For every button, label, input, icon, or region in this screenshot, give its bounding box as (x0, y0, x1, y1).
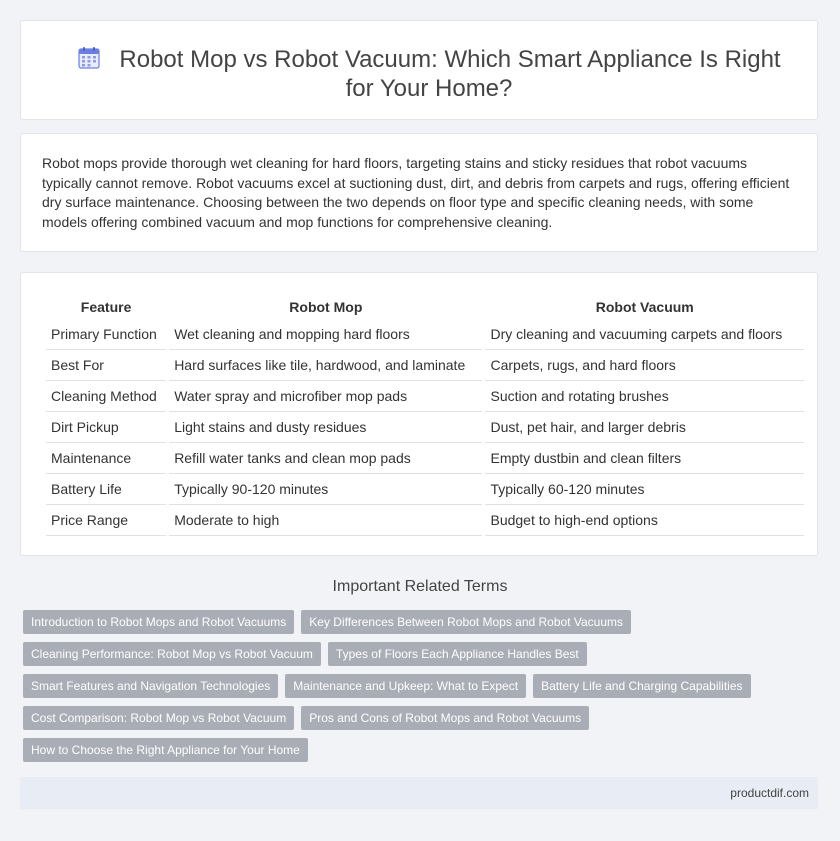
term-row (23, 642, 803, 666)
table-row (46, 412, 804, 443)
term-tag-battery-life[interactable]: Battery Life and Charging Capabilities (533, 674, 750, 698)
table-row (46, 381, 804, 412)
intro-paragraph: Robot mops provide thorough wet cleaning for hard floors, targeting stains and sticky residues that robot vacuums typically cannot remove. Robot vacuums excel at suctioning dust, dirt, and debris from carpets and rugs, offering efficient dry surface maintenance. Choosing between the two depends on floor type and specific cleaning needs, with some models offering combined vacuum and mop functions for comprehensive cleaning. (42, 155, 790, 230)
term-tag-pros-cons[interactable]: Pros and Cons of Robot Mops and Robot Vacuums (301, 706, 589, 730)
calendar-icon (77, 46, 101, 70)
footer-site-link[interactable]: productdif.com (730, 786, 809, 800)
page-title: Robot Mop vs Robot Vacuum: Which Smart Appliance Is Right for Your Home? (119, 46, 781, 102)
term-tag-maintenance[interactable]: Maintenance and Upkeep: What to Expect (285, 674, 526, 698)
robot-mop-cell: Typically 90-120 minutes (169, 474, 482, 505)
header-robot-mop: Robot Mop (289, 299, 363, 315)
feature-cell: Best For (46, 350, 166, 381)
header-robot-vacuum: Robot Vacuum (595, 299, 694, 315)
term-row (23, 674, 803, 698)
term-row (23, 738, 803, 762)
robot-mop-cell: Refill water tanks and clean mop pads (169, 443, 482, 474)
robot-mop-cell: Moderate to high (169, 505, 482, 536)
intro-card (20, 133, 818, 252)
table-row (46, 350, 804, 381)
robot-mop-cell: Wet cleaning and mopping hard floors (169, 319, 482, 350)
table-row (46, 474, 804, 505)
robot-mop-cell: Water spray and microfiber mop pads (169, 381, 482, 412)
feature-cell: Primary Function (46, 319, 166, 350)
term-tag-intro[interactable]: Introduction to Robot Mops and Robot Vacuums (23, 610, 294, 634)
term-tag-floor-types[interactable]: Types of Floors Each Appliance Handles Best (328, 642, 587, 666)
term-tag-how-to-choose[interactable]: How to Choose the Right Appliance for Your Home (23, 738, 308, 762)
comparison-table (43, 295, 807, 536)
term-tag-cost-comparison[interactable]: Cost Comparison: Robot Mop vs Robot Vacuum (23, 706, 294, 730)
robot-vacuum-cell: Carpets, rugs, and hard floors (485, 350, 804, 381)
term-tag-key-differences[interactable]: Key Differences Between Robot Mops and Robot Vacuums (301, 610, 631, 634)
term-row (23, 610, 803, 634)
footer (20, 777, 818, 809)
robot-vacuum-cell: Suction and rotating brushes (485, 381, 804, 412)
header-feature: Feature (80, 299, 132, 315)
related-terms-heading: Important Related Terms (332, 578, 508, 595)
feature-cell: Cleaning Method (46, 381, 166, 412)
table-row (46, 505, 804, 536)
table-row (46, 319, 804, 350)
table-header-row (46, 295, 804, 319)
term-tag-cleaning-performance[interactable]: Cleaning Performance: Robot Mop vs Robot Vacuum (23, 642, 321, 666)
robot-mop-cell: Hard surfaces like tile, hardwood, and laminate (169, 350, 482, 381)
table-row (46, 443, 804, 474)
term-row (23, 706, 803, 730)
robot-vacuum-cell: Budget to high-end options (485, 505, 804, 536)
feature-cell: Price Range (46, 505, 166, 536)
robot-vacuum-cell: Dust, pet hair, and larger debris (485, 412, 804, 443)
robot-vacuum-cell: Empty dustbin and clean filters (485, 443, 804, 474)
feature-cell: Dirt Pickup (46, 412, 166, 443)
robot-vacuum-cell: Dry cleaning and vacuuming carpets and floors (485, 319, 804, 350)
feature-cell: Battery Life (46, 474, 166, 505)
title-card (20, 20, 818, 120)
robot-mop-cell: Light stains and dusty residues (169, 412, 482, 443)
robot-vacuum-cell: Typically 60-120 minutes (485, 474, 804, 505)
feature-cell: Maintenance (46, 443, 166, 474)
comparison-card (20, 272, 818, 556)
related-terms-list (23, 610, 803, 770)
term-tag-smart-features[interactable]: Smart Features and Navigation Technologies (23, 674, 278, 698)
page-title-wrap (61, 45, 797, 103)
